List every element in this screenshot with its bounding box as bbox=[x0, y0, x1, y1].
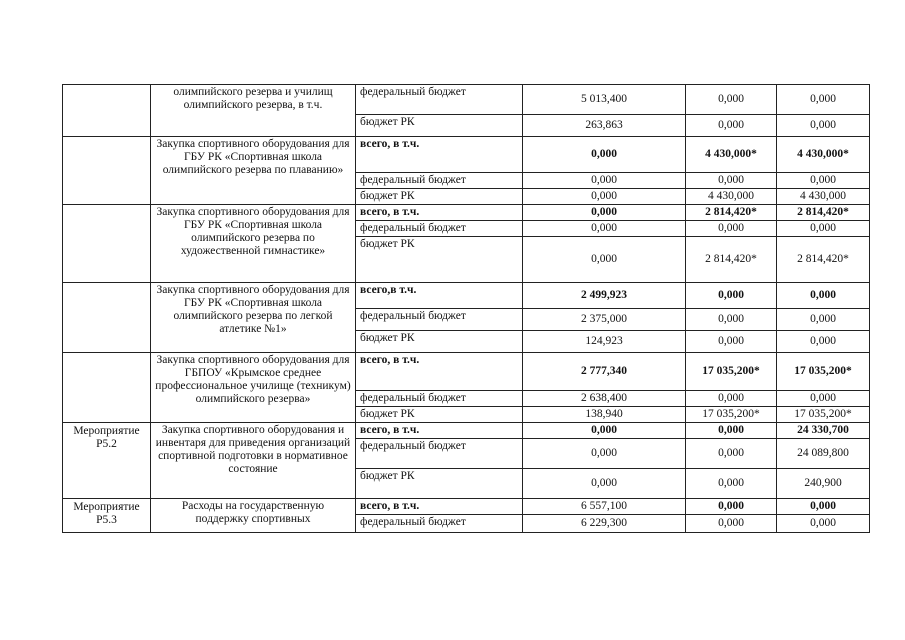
amount-cell-3: 17 035,200* bbox=[777, 407, 870, 423]
amount-cell-3: 2 814,420* bbox=[777, 237, 870, 283]
amount-cell-3: 17 035,200* bbox=[777, 353, 870, 391]
activity-cell bbox=[63, 205, 151, 283]
amount-cell-3: 0,000 bbox=[777, 221, 870, 237]
amount-cell-1: 5 013,400 bbox=[523, 85, 686, 115]
funding-source-cell: всего,в т.ч. bbox=[356, 283, 523, 309]
funding-source-cell: всего, в т.ч. bbox=[356, 137, 523, 173]
description-cell: олимпийского резерва и училищ олимпийского резерва, в т.ч. bbox=[151, 85, 356, 137]
amount-cell-3: 2 814,420* bbox=[777, 205, 870, 221]
amount-cell-2: 0,000 bbox=[686, 173, 777, 189]
amount-cell-3: 24 089,800 bbox=[777, 439, 870, 469]
description-cell: Расходы на государственную поддержку спортивных bbox=[151, 499, 356, 533]
amount-cell-1: 0,000 bbox=[523, 189, 686, 205]
amount-cell-1: 6 557,100 bbox=[523, 499, 686, 515]
amount-cell-2: 0,000 bbox=[686, 515, 777, 533]
amount-cell-3: 0,000 bbox=[777, 173, 870, 189]
amount-cell-2: 0,000 bbox=[686, 439, 777, 469]
amount-cell-1: 2 375,000 bbox=[523, 309, 686, 331]
amount-cell-1: 0,000 bbox=[523, 469, 686, 499]
activity-cell bbox=[63, 283, 151, 353]
amount-cell-3: 240,900 bbox=[777, 469, 870, 499]
amount-cell-1: 6 229,300 bbox=[523, 515, 686, 533]
amount-cell-1: 263,863 bbox=[523, 115, 686, 137]
amount-cell-2: 4 430,000 bbox=[686, 189, 777, 205]
funding-source-cell: федеральный бюджет bbox=[356, 515, 523, 533]
activity-cell: Мероприятие Р5.3 bbox=[63, 499, 151, 533]
amount-cell-3: 4 430,000 bbox=[777, 189, 870, 205]
funding-source-cell: бюджет РК bbox=[356, 115, 523, 137]
amount-cell-3: 4 430,000* bbox=[777, 137, 870, 173]
budget-table-page bbox=[62, 84, 869, 533]
amount-cell-3: 24 330,700 bbox=[777, 423, 870, 439]
description-cell: Закупка спортивного оборудования для ГБУ РК «Спортивная школа олимпийского резерва по плаванию» bbox=[151, 137, 356, 205]
table-row bbox=[63, 283, 870, 309]
funding-source-cell: всего, в т.ч. bbox=[356, 499, 523, 515]
table-row bbox=[63, 423, 870, 439]
funding-source-cell: федеральный бюджет bbox=[356, 391, 523, 407]
amount-cell-2: 2 814,420* bbox=[686, 237, 777, 283]
description-cell: Закупка спортивного оборудования для ГБПОУ «Крымское среднее профессиональное училище (техникум) олимпийского резерва» bbox=[151, 353, 356, 423]
amount-cell-2: 17 035,200* bbox=[686, 407, 777, 423]
funding-source-cell: федеральный бюджет bbox=[356, 439, 523, 469]
table-row bbox=[63, 499, 870, 515]
funding-source-cell: бюджет РК bbox=[356, 469, 523, 499]
amount-cell-1: 0,000 bbox=[523, 439, 686, 469]
funding-source-cell: бюджет РК bbox=[356, 189, 523, 205]
funding-source-cell: федеральный бюджет bbox=[356, 221, 523, 237]
funding-source-cell: бюджет РК bbox=[356, 407, 523, 423]
amount-cell-2: 0,000 bbox=[686, 469, 777, 499]
funding-source-cell: бюджет РК bbox=[356, 237, 523, 283]
amount-cell-1: 0,000 bbox=[523, 237, 686, 283]
amount-cell-2: 0,000 bbox=[686, 423, 777, 439]
amount-cell-1: 138,940 bbox=[523, 407, 686, 423]
amount-cell-2: 4 430,000* bbox=[686, 137, 777, 173]
table-row bbox=[63, 205, 870, 221]
funding-source-cell: федеральный бюджет bbox=[356, 173, 523, 189]
amount-cell-1: 0,000 bbox=[523, 221, 686, 237]
budget-table bbox=[62, 84, 870, 533]
amount-cell-3: 0,000 bbox=[777, 391, 870, 407]
description-cell: Закупка спортивного оборудования для ГБУ РК «Спортивная школа олимпийского резерва по легкой атлетике №1» bbox=[151, 283, 356, 353]
table-row bbox=[63, 85, 870, 115]
funding-source-cell: всего, в т.ч. bbox=[356, 423, 523, 439]
amount-cell-1: 0,000 bbox=[523, 205, 686, 221]
amount-cell-1: 124,923 bbox=[523, 331, 686, 353]
budget-table-body bbox=[63, 85, 870, 533]
funding-source-cell: всего, в т.ч. bbox=[356, 353, 523, 391]
amount-cell-1: 0,000 bbox=[523, 173, 686, 189]
amount-cell-2: 0,000 bbox=[686, 331, 777, 353]
amount-cell-2: 0,000 bbox=[686, 115, 777, 137]
description-cell: Закупка спортивного оборудования для ГБУ РК «Спортивная школа олимпийского резерва по художественной гимнастике» bbox=[151, 205, 356, 283]
activity-cell bbox=[63, 353, 151, 423]
activity-cell bbox=[63, 137, 151, 205]
description-cell: Закупка спортивного оборудования и инвентаря для приведения организаций спортивной подготовки в нормативное состояние bbox=[151, 423, 356, 499]
table-row bbox=[63, 137, 870, 173]
table-row bbox=[63, 353, 870, 391]
amount-cell-2: 0,000 bbox=[686, 221, 777, 237]
amount-cell-1: 0,000 bbox=[523, 423, 686, 439]
activity-cell bbox=[63, 85, 151, 137]
funding-source-cell: всего, в т.ч. bbox=[356, 205, 523, 221]
amount-cell-3: 0,000 bbox=[777, 115, 870, 137]
amount-cell-1: 2 638,400 bbox=[523, 391, 686, 407]
amount-cell-2: 2 814,420* bbox=[686, 205, 777, 221]
funding-source-cell: бюджет РК bbox=[356, 331, 523, 353]
amount-cell-3: 0,000 bbox=[777, 309, 870, 331]
amount-cell-1: 2 777,340 bbox=[523, 353, 686, 391]
amount-cell-2: 0,000 bbox=[686, 283, 777, 309]
amount-cell-3: 0,000 bbox=[777, 85, 870, 115]
activity-cell: Мероприятие Р5.2 bbox=[63, 423, 151, 499]
amount-cell-2: 0,000 bbox=[686, 309, 777, 331]
amount-cell-1: 0,000 bbox=[523, 137, 686, 173]
funding-source-cell: федеральный бюджет bbox=[356, 309, 523, 331]
amount-cell-3: 0,000 bbox=[777, 331, 870, 353]
amount-cell-2: 17 035,200* bbox=[686, 353, 777, 391]
funding-source-cell: федеральный бюджет bbox=[356, 85, 523, 115]
amount-cell-3: 0,000 bbox=[777, 515, 870, 533]
amount-cell-2: 0,000 bbox=[686, 499, 777, 515]
amount-cell-3: 0,000 bbox=[777, 499, 870, 515]
amount-cell-3: 0,000 bbox=[777, 283, 870, 309]
amount-cell-2: 0,000 bbox=[686, 391, 777, 407]
amount-cell-1: 2 499,923 bbox=[523, 283, 686, 309]
amount-cell-2: 0,000 bbox=[686, 85, 777, 115]
